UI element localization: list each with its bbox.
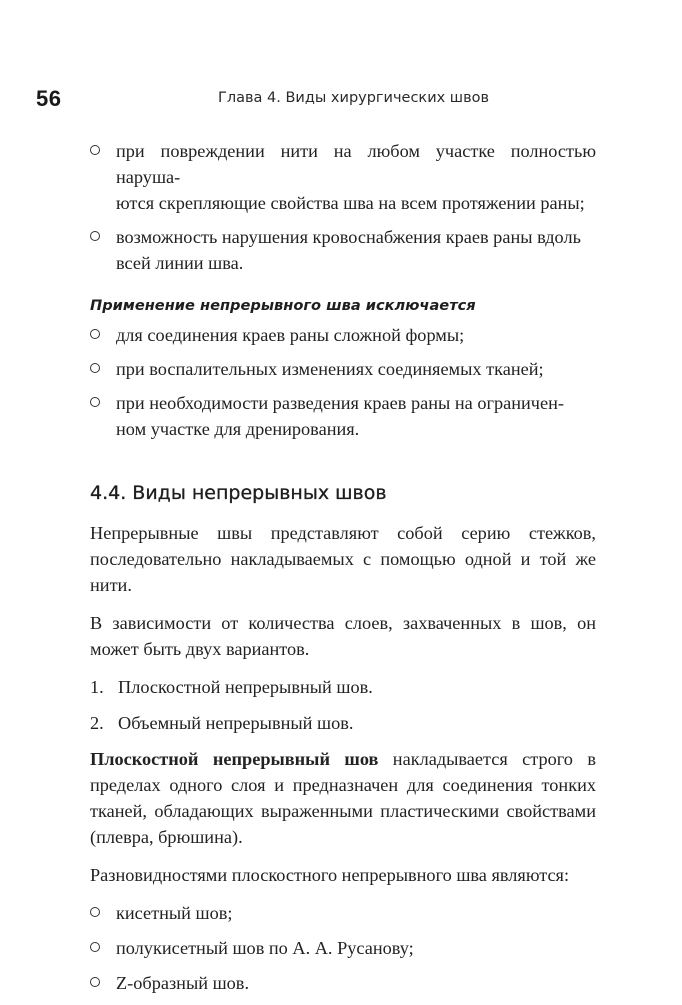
item-text: Объемный непрерывный шов.	[118, 713, 354, 733]
list-item	[90, 970, 596, 996]
circle-bullet-icon	[90, 363, 100, 373]
list-item-text-cont: всей линии шва.	[116, 253, 244, 273]
list-item	[90, 900, 596, 926]
list-item	[90, 224, 596, 276]
contraindications-heading: Применение непрерывного шва исключается	[90, 297, 476, 314]
paragraph-varieties: Разновидностями плоскостного непрерывного шва являются:	[90, 865, 570, 885]
circle-bullet-icon	[90, 977, 100, 987]
list-item	[90, 322, 596, 348]
list-item-text: Z-образный шов.	[116, 973, 250, 993]
circle-bullet-icon	[90, 942, 100, 952]
list-item-text: при необходимости разведения краев раны на ограничен-	[116, 393, 564, 413]
running-head: Глава 4. Виды хирургических швов	[218, 90, 490, 106]
list-item	[90, 935, 596, 961]
circle-bullet-icon	[90, 329, 100, 339]
list-item-text: для соединения краев раны сложной формы;	[116, 325, 465, 345]
paragraph-variants-intro: В зависимости от количества слоев, захваченных в шов, он может быть двух вариантов.	[90, 613, 596, 659]
circle-bullet-icon	[90, 231, 100, 241]
section-title: 4.4. Виды непрерывных швов	[90, 482, 387, 504]
circle-bullet-icon	[90, 907, 100, 917]
page-number: 56	[36, 86, 62, 111]
list-item-text: полукисетный шов по А. А. Русанову;	[116, 938, 414, 958]
paragraph-definition: Непрерывные швы представляют собой серию стежков, последовательно накладываемых с помощью одной и той же нити.	[90, 523, 596, 595]
list-item-text: при повреждении нити на любом участке полностью наруша-	[116, 141, 596, 187]
item-number: 2.	[90, 713, 104, 733]
item-number: 1.	[90, 677, 104, 697]
term-planar-suture: Плоскостной непрерывный шов	[90, 749, 379, 769]
paragraph-planar-suture	[90, 746, 596, 850]
list-item-text-cont: ются скрепляющие свойства шва на всем протяжении раны;	[116, 193, 585, 213]
list-item	[90, 138, 596, 216]
list-item	[90, 390, 596, 442]
item-text: Плоскостной непрерывный шов.	[118, 677, 373, 697]
intro-bullet-list	[90, 138, 596, 276]
circle-bullet-icon	[90, 145, 100, 155]
page-content	[90, 138, 596, 1005]
list-item-text: кисетный шов;	[116, 903, 233, 923]
paragraph-planar-suture-text: накладывается строго в пределах одного слоя и предназначен для соединения тонких тканей, обладающих выраженными пластическими свойствами (плевра, брюшина).	[90, 749, 596, 847]
numbered-item	[90, 674, 596, 700]
list-item-text-cont: ном участке для дренирования.	[116, 419, 360, 439]
contraindications-list	[90, 322, 596, 442]
list-item-text: при воспалительных изменениях соединяемых тканей;	[116, 359, 544, 379]
list-item-text: возможность нарушения кровоснабжения краев раны вдоль	[116, 227, 581, 247]
list-item	[90, 356, 596, 382]
numbered-item	[90, 710, 596, 736]
varieties-list	[90, 900, 596, 996]
numbered-list	[90, 674, 596, 736]
circle-bullet-icon	[90, 397, 100, 407]
